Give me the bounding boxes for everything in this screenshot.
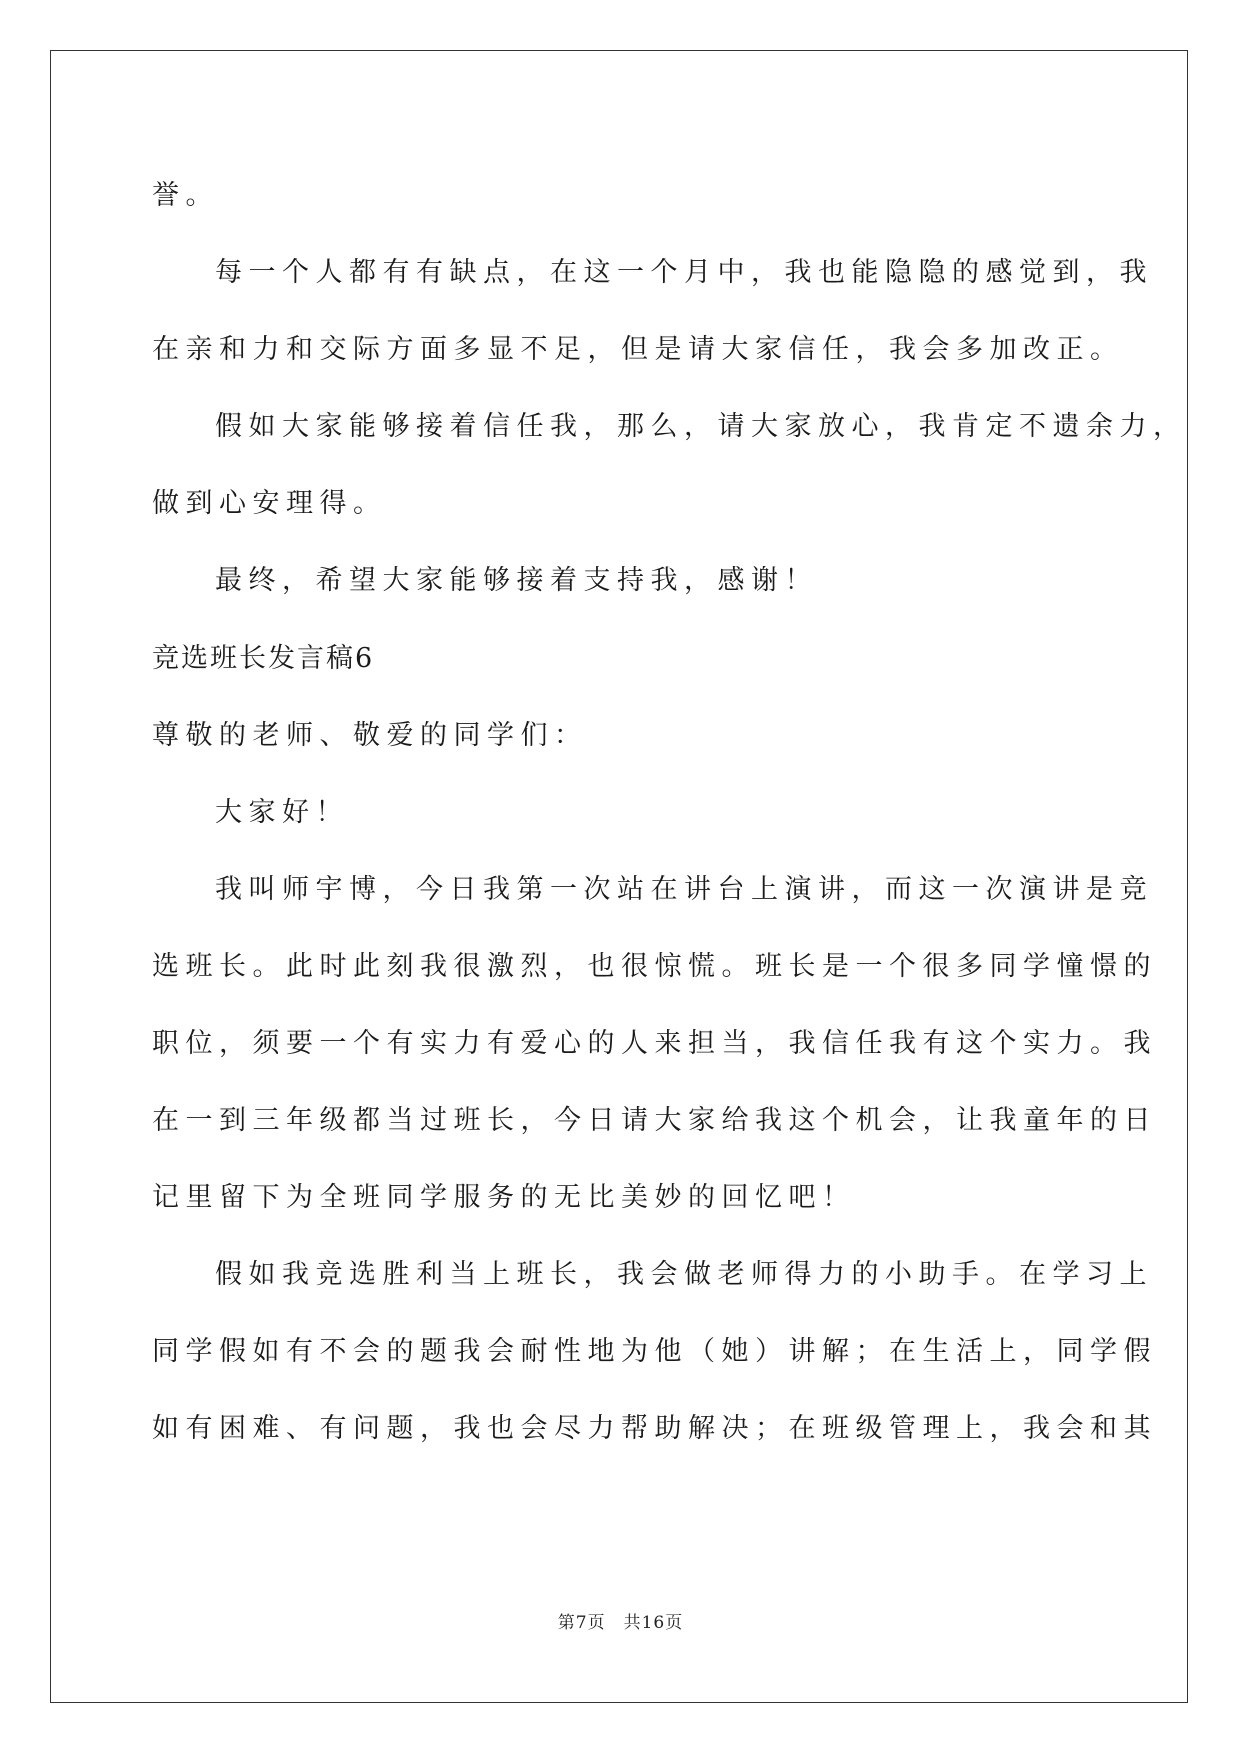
paragraph-line: 做到心安理得。 [152,488,387,519]
greeting: 大家好！ [215,797,349,828]
paragraph-line: 假如大家能够接着信任我，那么，请大家放心，我肯定不遗余力， [215,411,1187,442]
paragraph-line: 记里留下为全班同学服务的无比美妙的回忆吧！ [152,1182,856,1213]
paragraph-line: 最终，希望大家能够接着支持我，感谢！ [215,565,818,596]
paragraph-line: 职位，须要一个有实力有爱心的人来担当，我信任我有这个实力。我 [152,1028,1157,1059]
paragraph-line: 同学假如有不会的题我会耐性地为他（她）讲解；在生活上，同学假 [152,1336,1157,1367]
paragraph-line: 选班长。此时此刻我很激烈，也很惊慌。班长是一个很多同学憧憬的 [152,951,1157,982]
paragraph-line: 假如我竞选胜利当上班长，我会做老师得力的小助手。在学习上 [215,1259,1153,1290]
page-number-footer: 第7页 共16页 [557,1613,684,1633]
paragraph-line: 每一个人都有有缺点，在这一个月中，我也能隐隐的感觉到，我 [215,257,1153,288]
paragraph-line: 在一到三年级都当过班长，今日请大家给我这个机会，让我童年的日 [152,1105,1157,1136]
paragraph-line: 如有困难、有问题，我也会尽力帮助解决；在班级管理上，我会和其 [152,1413,1157,1444]
paragraph-line: 我叫师宇博，今日我第一次站在讲台上演讲，而这一次演讲是竞 [215,874,1153,905]
paragraph-line: 誉。 [152,180,219,211]
paragraph-line: 在亲和力和交际方面多显不足，但是请大家信任，我会多加改正。 [152,334,1124,365]
section-heading: 竞选班长发言稿6 [152,643,375,674]
salutation: 尊敬的老师、敬爱的同学们： [152,720,588,751]
